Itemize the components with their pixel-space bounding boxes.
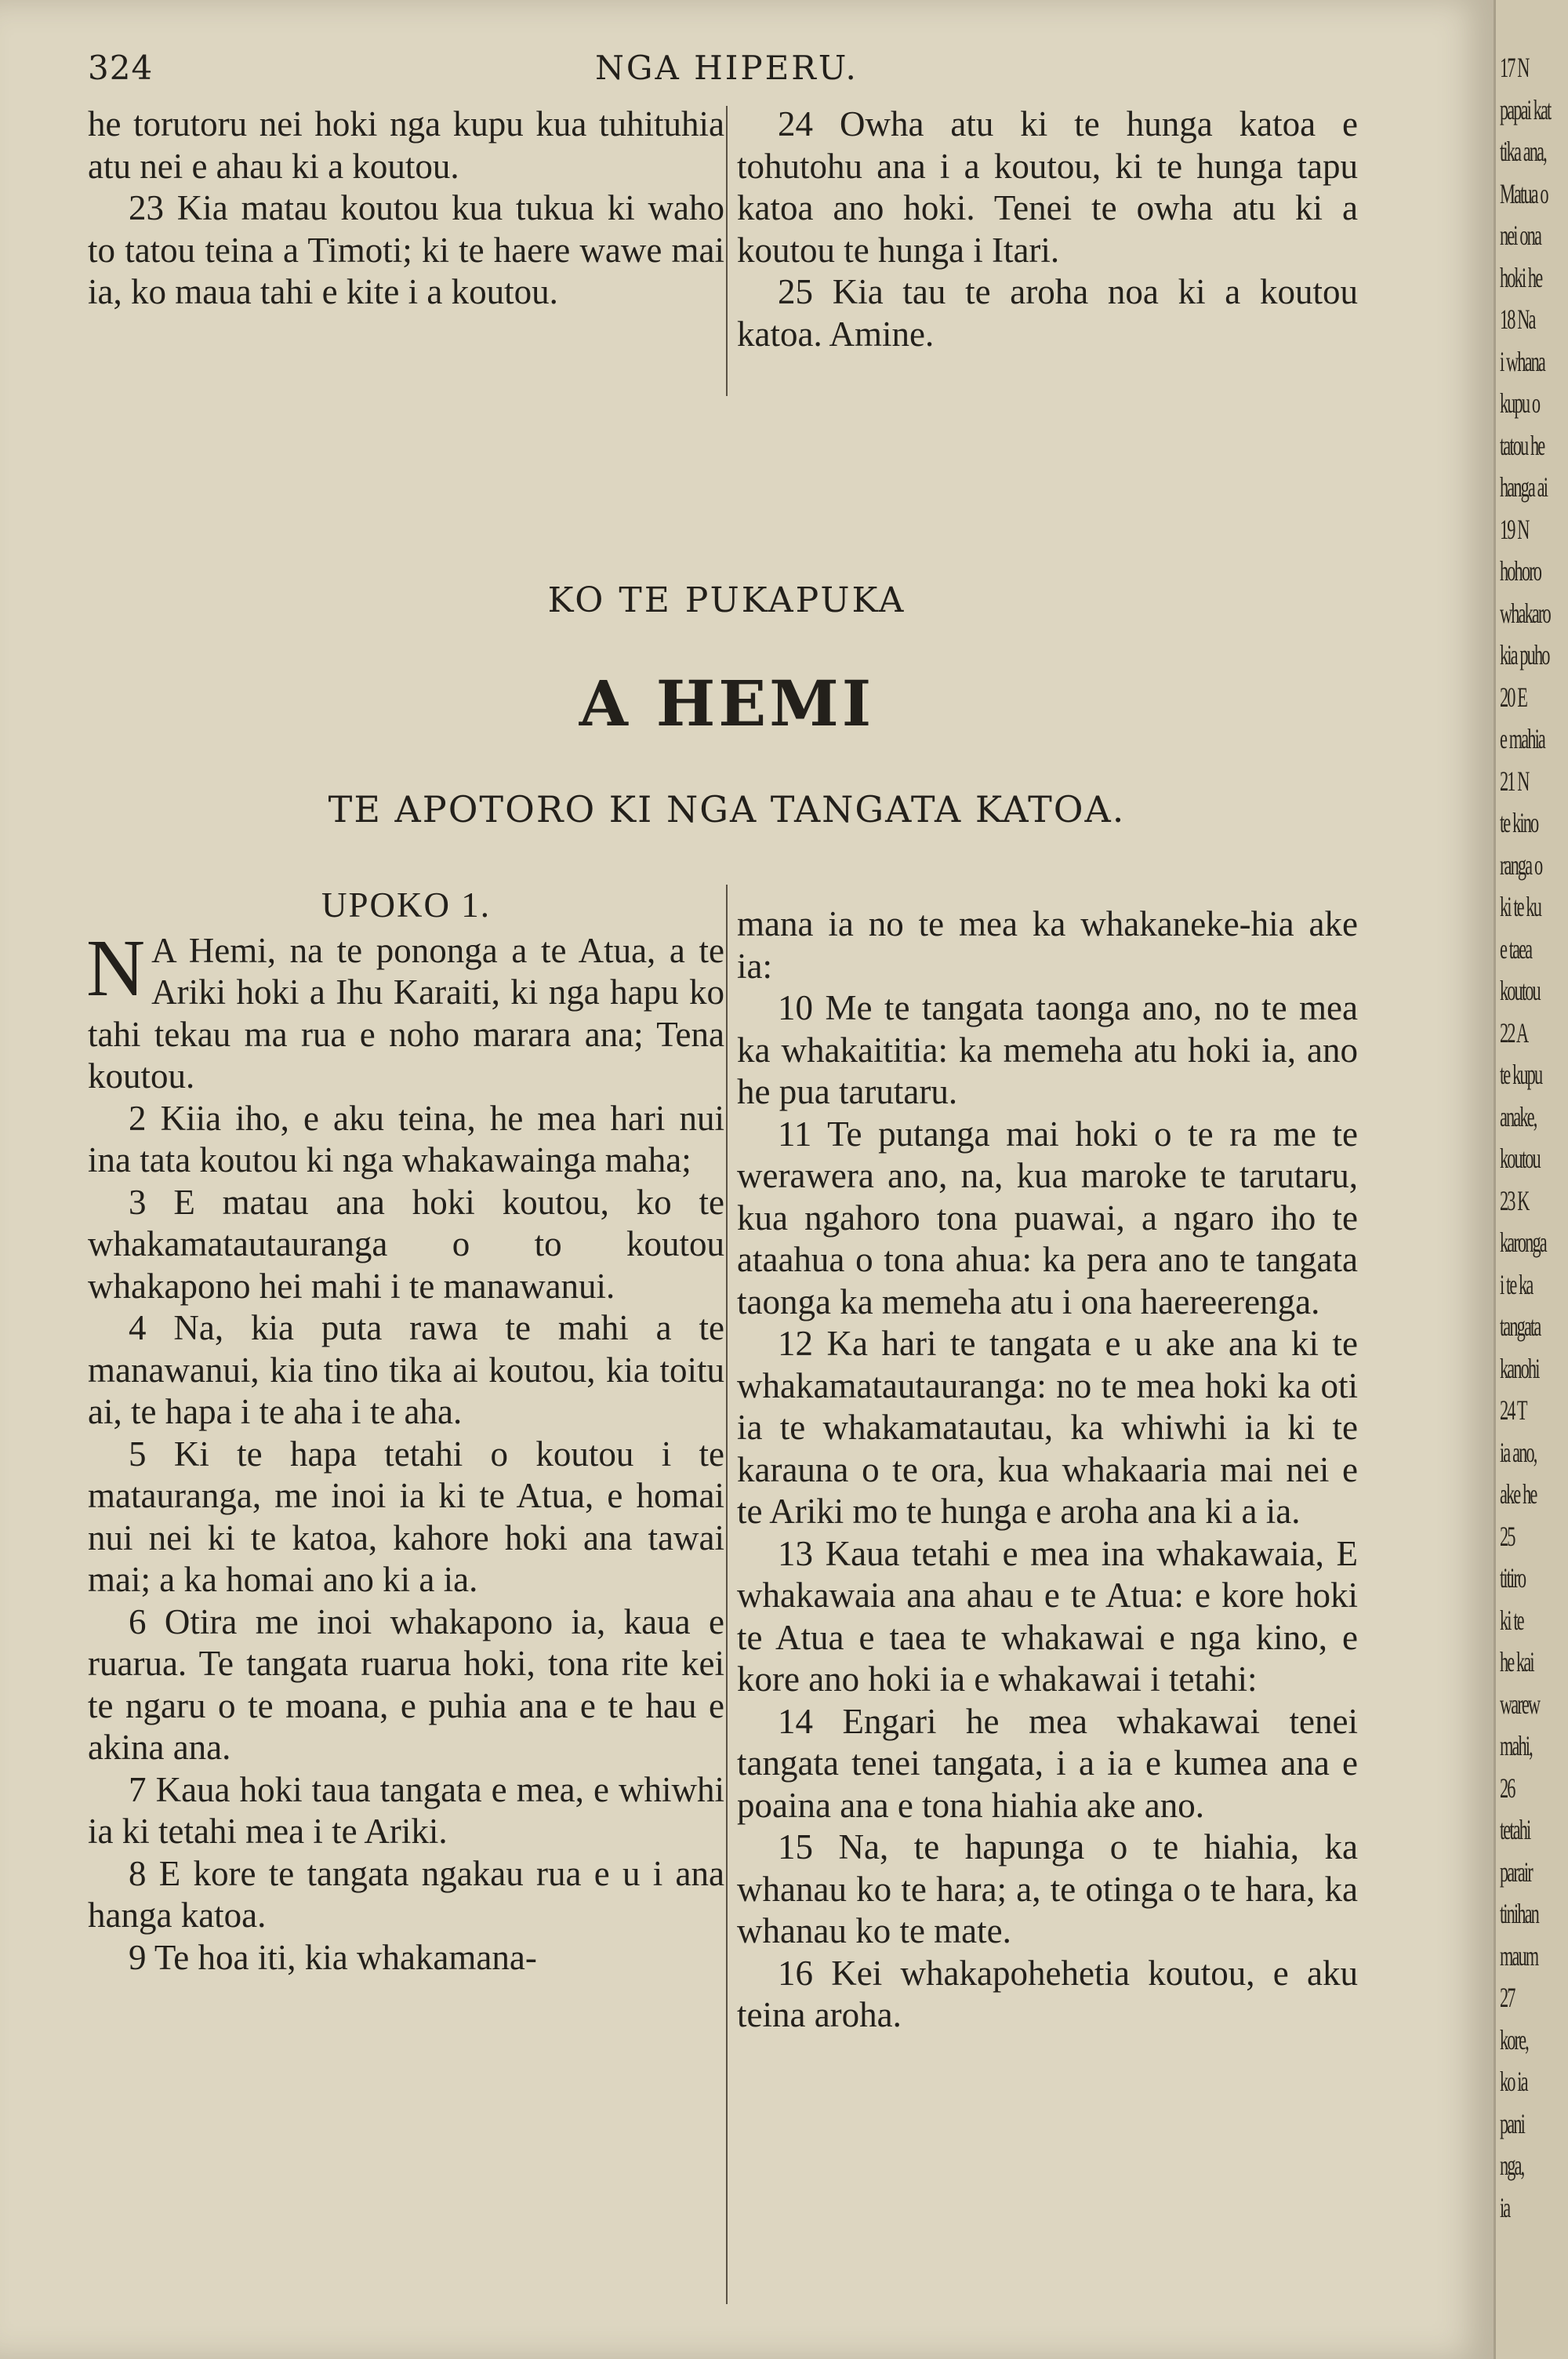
adjacent-page-fragment: mahi, bbox=[1499, 1730, 1532, 1761]
verse-text: 23 Kia matau koutou kua tukua ki waho to tatou teina a Timoti; ki te haere wawe mai ia, ko maua tahi e kite i a koutou. bbox=[88, 188, 724, 311]
adjacent-page-fragment: ki te bbox=[1499, 1604, 1523, 1636]
adjacent-page-fragment: 26 bbox=[1499, 1772, 1515, 1804]
adjacent-page-fragment: ia bbox=[1499, 2191, 1510, 2223]
adjacent-page-fragment: ki te ku bbox=[1499, 891, 1541, 922]
verse-text: 15 Na, te hapunga o te hiahia, ka whanau ko te hara; a, te otinga o te hara, ka whanau ko te mate. bbox=[737, 1827, 1358, 1950]
verse-text: A Hemi, na te pononga a te Atua, a te Ariki hoki a Ihu Karaiti, ki nga hapu ko tahi tekau ma rua e noho marara ana; Tena koutou. bbox=[88, 930, 724, 1096]
book-title: A HEMI bbox=[579, 667, 875, 740]
verse-text: 2 Kiia iho, e aku teina, he mea hari nui ina tata koutou ki nga whakawainga maha; bbox=[88, 1098, 724, 1180]
chapter-heading: UPOKO 1. bbox=[321, 885, 492, 925]
verse-text: he torutoru nei hoki nga kupu kua tuhituhia atu nei e ahau ki a koutou. bbox=[88, 104, 724, 186]
adjacent-page-fragment: tinihan bbox=[1499, 1898, 1538, 1929]
verse-text: 13 Kaua tetahi e mea ina whakawaia, E whakawaia ana ahau e te Atua: e kore hoki te Atua e taea te whakawai e nga kino, e kore ano hoki ia e whakawai i tetahi: bbox=[737, 1533, 1358, 1699]
verse-text: 12 Ka hari te tangata e u ake ana ki te whakamatautauranga: no te mea hoki ka oti ia te whakamatautau, ka whiwhi ia ki te karauna o te ora, kua whakaaria mai nei e te Ariki mo te hunga e aroha ana ki a ia. bbox=[737, 1324, 1358, 1531]
adjacent-page-edge bbox=[1494, 0, 1568, 2359]
adjacent-page-fragment: 21 N bbox=[1499, 765, 1529, 797]
column-divider bbox=[726, 106, 728, 396]
adjacent-page-fragment: 24 T bbox=[1499, 1394, 1526, 1426]
adjacent-page-fragment: ranga o bbox=[1499, 849, 1542, 881]
adjacent-page-fragment: te kupu bbox=[1499, 1059, 1542, 1090]
verse-text: mana ia no te mea ka whakaneke-hia ake ia: bbox=[737, 904, 1358, 986]
adjacent-page-fragment: tika ana, bbox=[1499, 136, 1546, 167]
verse-text: 4 Na, kia puta rawa te mahi a te manawanui, kia tino tika ai koutou, kia toitu ai, te hapa i te aha i te aha. bbox=[88, 1308, 724, 1431]
adjacent-page-fragment: hanga ai bbox=[1499, 471, 1548, 503]
adjacent-page-fragment: e taea bbox=[1499, 932, 1532, 965]
verse-text: 8 E kore te tangata ngakau rua e u i ana hanga katoa. bbox=[88, 1853, 724, 1935]
adjacent-page-fragment: 17 N bbox=[1499, 52, 1529, 83]
body-left-column bbox=[88, 885, 724, 1979]
adjacent-page-fragment: parair bbox=[1499, 1856, 1532, 1888]
adjacent-page-fragment: pani bbox=[1499, 2107, 1524, 2139]
page-number: 324 bbox=[88, 49, 154, 87]
adjacent-page-fragment: tatou he bbox=[1499, 429, 1544, 461]
adjacent-page-fragment: koutou bbox=[1499, 975, 1540, 1006]
adjacent-page-fragment: he kai bbox=[1499, 1646, 1534, 1677]
body-right-column bbox=[737, 903, 1358, 2037]
top-left-column bbox=[88, 104, 724, 314]
adjacent-page-fragment: kore, bbox=[1499, 2023, 1528, 2055]
verse-text: 16 Kei whakapohehetia koutou, e aku teina aroha. bbox=[737, 1953, 1358, 2034]
adjacent-page-fragment: koutou bbox=[1499, 1143, 1540, 1174]
adjacent-page-fragment: nei ona bbox=[1499, 220, 1541, 251]
top-right-column bbox=[737, 104, 1358, 355]
adjacent-page-fragment: 25 bbox=[1499, 1520, 1515, 1552]
adjacent-page-fragment: kupu o bbox=[1499, 387, 1540, 419]
adjacent-page-fragment: tangata bbox=[1499, 1310, 1541, 1342]
adjacent-page-fragment: 20 E bbox=[1499, 681, 1527, 713]
adjacent-page-fragment: ia ano, bbox=[1499, 1436, 1537, 1468]
verse-text: 5 Ki te hapa tetahi o koutou i te matauranga, me inoi ia ki te Atua, e homai nui nei ki te katoa, kahore hoki ana tawai mai; a ka homai ano ki a ia. bbox=[88, 1434, 724, 1599]
verse-text: 7 Kaua hoki taua tangata e mea, e whiwhi ia ki tetahi mea i te Ariki. bbox=[88, 1769, 724, 1851]
adjacent-page-fragment: nga, bbox=[1499, 2150, 1524, 2181]
book-subtitle: TE APOTORO KI NGA TANGATA KATOA. bbox=[328, 788, 1126, 831]
verse-text: 24 Owha atu ki te hunga katoa e tohutohu ana i a koutou, ki te hunga tapu katoa ano hoki. Tenei te owha atu ki a koutou te hunga i Itari. bbox=[737, 104, 1358, 270]
adjacent-page-fragment: warew bbox=[1499, 1688, 1540, 1720]
adjacent-page-fragment: anake, bbox=[1499, 1100, 1537, 1132]
drop-cap: N bbox=[86, 922, 146, 1013]
verse-text: 3 E matau ana hoki koutou, ko te whakamatautauranga o to koutou whakapono hei mahi i te manawanui. bbox=[88, 1182, 724, 1306]
verse-text: 9 Te hoa iti, kia whakamana- bbox=[129, 1937, 537, 1977]
adjacent-page-fragment: tetahi bbox=[1499, 1814, 1530, 1845]
verse-text: 10 Me te tangata taonga ano, no te mea ka whakaititia: ka memeha atu hoki ia, ano he pua tarutaru. bbox=[737, 988, 1358, 1111]
verse-text: 6 Otira me inoi whakapono ia, kaua e ruarua. Te tangata ruarua hoki, tona rite kei te ngaru o te moana, e puhia ana e te hau e akina ana. bbox=[88, 1601, 724, 1767]
column-divider bbox=[726, 885, 728, 2304]
adjacent-page-fragment: kanohi bbox=[1499, 1352, 1539, 1384]
first-verse bbox=[86, 922, 724, 1098]
verse-text: 14 Engari he mea whakawai tenei tangata tenei tangata, i a ia e kumea ana e poaina ana e tona hiahia ake ano. bbox=[737, 1701, 1358, 1825]
page-header bbox=[88, 49, 1366, 96]
adjacent-page-fragment: 27 bbox=[1499, 1982, 1515, 2013]
book-title-line-1: KO TE PUKAPUKA bbox=[547, 580, 906, 620]
adjacent-page-fragment: e mahia bbox=[1499, 723, 1544, 754]
adjacent-page-fragment: 19 N bbox=[1499, 513, 1529, 545]
adjacent-page-fragment: 23 K bbox=[1499, 1184, 1529, 1216]
running-title: NGA HIPERU. bbox=[595, 49, 858, 87]
adjacent-page-fragment: 18 Na bbox=[1499, 304, 1535, 335]
adjacent-page-fragment: 22 A bbox=[1499, 1016, 1528, 1049]
adjacent-page-fragment: Matua o bbox=[1499, 177, 1548, 209]
adjacent-page-fragment: maum bbox=[1499, 1939, 1538, 1972]
adjacent-page-fragment: ake he bbox=[1499, 1478, 1537, 1510]
adjacent-page-fragment: papai kat bbox=[1499, 93, 1551, 125]
adjacent-page-text bbox=[1496, 0, 1551, 2229]
adjacent-page-fragment: i whana bbox=[1499, 345, 1544, 377]
adjacent-page-fragment: ko ia bbox=[1499, 2066, 1527, 2097]
adjacent-page-fragment: i te ka bbox=[1499, 1268, 1533, 1300]
adjacent-page-fragment: titiro bbox=[1499, 1562, 1526, 1594]
adjacent-page-fragment: hohoro bbox=[1499, 555, 1541, 587]
adjacent-page-fragment: whakaro bbox=[1499, 597, 1550, 629]
adjacent-page-fragment: hoki he bbox=[1499, 261, 1542, 293]
adjacent-page-fragment: kia puho bbox=[1499, 639, 1549, 671]
adjacent-page-fragment: te kino bbox=[1499, 807, 1538, 838]
adjacent-page-fragment: karonga bbox=[1499, 1227, 1546, 1258]
verse-text: 25 Kia tau te aroha noa ki a koutou katoa. Amine. bbox=[737, 272, 1358, 354]
verse-text: 11 Te putanga mai hoki o te ra me te werawera ano, na, kua maroke te tarutaru, kua ngahoro tona puawai, a ngaro iho te ataahua o tona ahua: ka pera ano te tangata taonga ka memeha atu i ona haereerenga. bbox=[737, 1114, 1358, 1321]
